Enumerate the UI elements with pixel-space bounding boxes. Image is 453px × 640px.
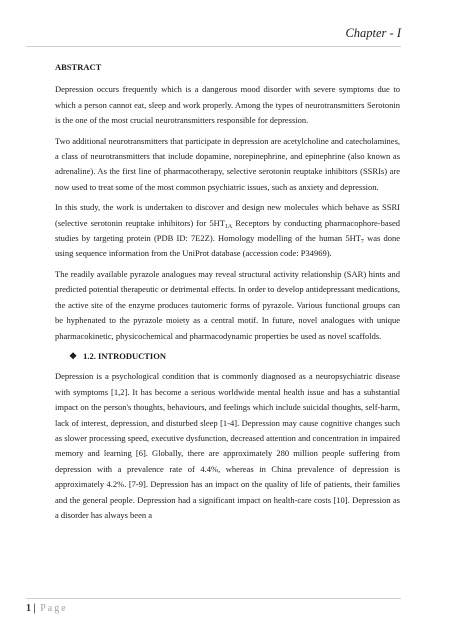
abstract-paragraph-3 [55, 200, 400, 262]
page-label: Page [40, 603, 68, 614]
subscript: 7 [360, 239, 364, 246]
chapter-label: Chapter - I [345, 26, 401, 40]
footer-divider [26, 598, 401, 599]
abstract-paragraph-2: Two additional neurotransmitters that participate in depression are acetylcholine and catecholamines, a class of neurotransmitters that include dopamine, norepinephrine, and epinephrine (also known as adrenaline). As the first line of pharmacotherapy, selective serotonin reuptake inhibitors (SSRIs) are now used to treat some of the most common psychiatric issues, such as anxiety and depression. [55, 135, 400, 192]
text-run: Receptors by conducting pharmacophore-based studies by targeting protein (PDB ID: 7E2Z). Homology modelling of the human 5HT [55, 217, 400, 244]
abstract-paragraph-4: The readily available pyrazole analogues may reveal structural activity relationship (SAR) hints and predicted potential therapeutic or detrimental effects. In order to develop antidepressant medications, the active site of the enzyme produces tautomeric forms of pyrazole. Various functional groups can be hyphenated to the pyrazole moiety as a central motif. In future, novel analogues with unique pharmacokinetic, physicochemical and pharmacodynamic properties be used as novel scaffolds. [55, 268, 400, 341]
abstract-paragraph-1: Depression occurs frequently which is a dangerous mood disorder with severe symptoms due to which a person cannot eat, sleep and work properly. Among the types of neurotransmitters Serotonin is the one of the most crucial neurotransmitters responsible for depression. [55, 84, 400, 126]
introduction-heading [69, 349, 400, 364]
document-body [55, 60, 400, 528]
introduction-paragraph-1: Depression is a psychological condition that is commonly diagnosed as a neuropsychiatric disease with symptoms [1,2]. It has become a serious worldwide mental health issue and has a substantial impact on the person's thoughts, behaviours, and feelings which include suicidal thoughts, self-harm, lack of interest, depression, and disturbed sleep [1-4]. Depression may cause cognitive changes such as slower processing speed, executive dysfunction, decreased attention and concentration in impaired memory and learning [6]. Globally, there are approximately 280 million people suffering from depression with a prevalence rate of 4.4%, whereas in China prevalence of depression is approximately 4.2%. [7-9]. Depression has an impact on the quality of life of patients, their families and the general people. Depression had a significant impact on health-care costs [10]. Depression as a disorder has always been a [55, 371, 400, 520]
text-run: was done using sequence information from the UniProt database (accession code: P34969). [55, 233, 400, 259]
page-number: 1 [26, 603, 31, 614]
subscript: 1A [224, 223, 233, 230]
diamond-bullet-icon: ❖ [69, 351, 78, 362]
abstract-heading: ABSTRACT [55, 62, 102, 72]
header-divider [26, 46, 401, 47]
introduction-heading-text: 1.2. INTRODUCTION [83, 350, 166, 361]
page-footer [26, 603, 68, 614]
text-run: In this study, the work is undertaken to discover and design new molecules which behave as SSRI (selective serotonin reuptake inhibitors) for 5HT [55, 202, 400, 228]
footer-separator: | [33, 603, 36, 614]
